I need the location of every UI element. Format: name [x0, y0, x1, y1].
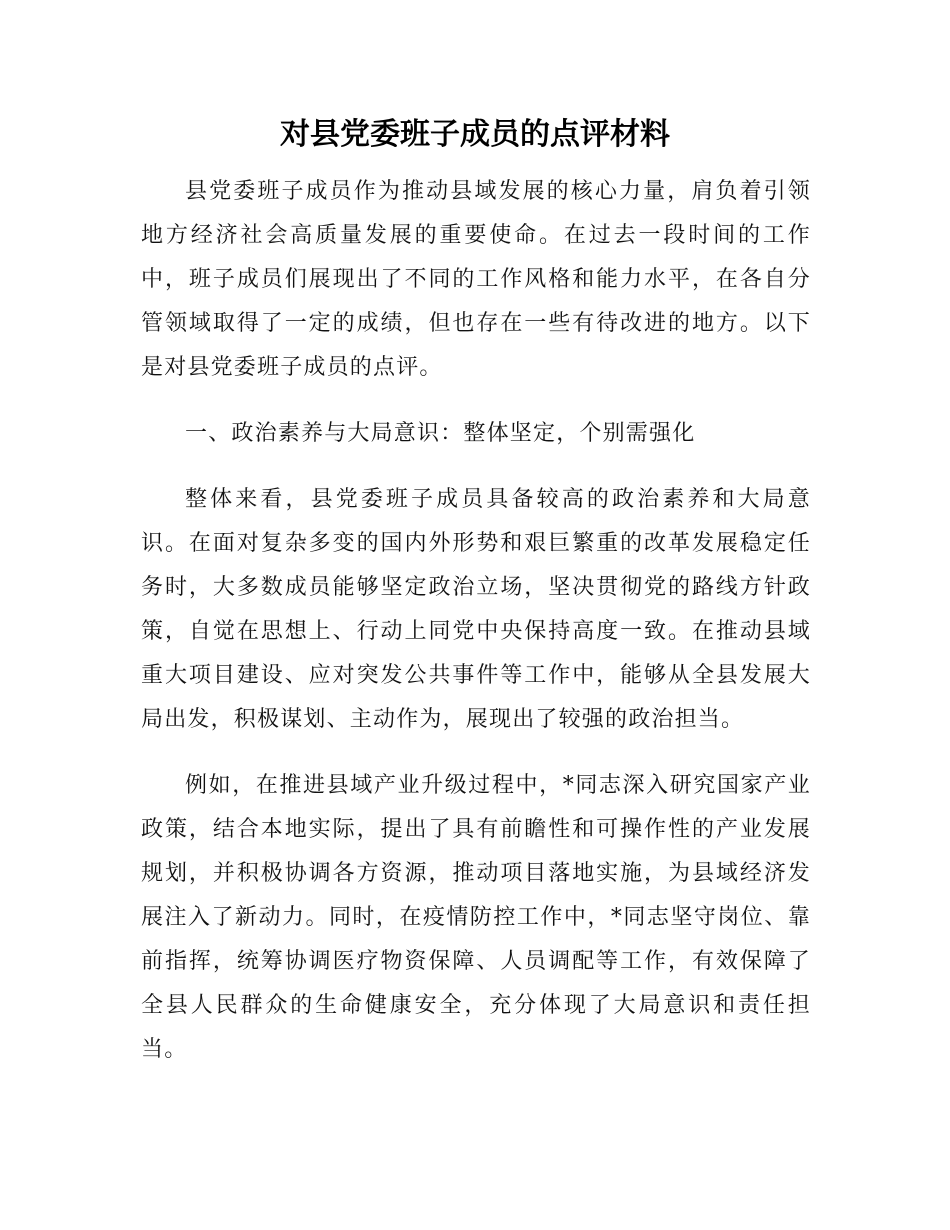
section-heading-1: 一、政治素养与大局意识：整体坚定，个别需强化	[185, 421, 696, 446]
document-title: 对县党委班子成员的点评材料	[280, 117, 670, 152]
document-body	[141, 170, 811, 1072]
paragraph-overview: 整体来看，县党委班子成员具备较高的政治素养和大局意识。在面对复杂多变的国内外形势和艰巨繁重的改革发展稳定任务时，大多数成员能够坚定政治立场，坚决贯彻党的路线方针政策，自觉在思想上、行动上同党中央保持高度一致。在推动县域重大项目建设、应对突发公共事件等工作中，能够从全县发展大局出发，积极谋划、主动作为，展现出了较强的政治担当。	[141, 487, 811, 732]
paragraph-intro: 县党委班子成员作为推动县域发展的核心力量，肩负着引领地方经济社会高质量发展的重要使命。在过去一段时间的工作中，班子成员们展现出了不同的工作风格和能力水平，在各自分管领域取得了一定的成绩，但也存在一些有待改进的地方。以下是对县党委班子成员的点评。	[141, 179, 811, 380]
paragraph-example: 例如，在推进县域产业升级过程中，*同志深入研究国家产业政策，结合本地实际，提出了具有前瞻性和可操作性的产业发展规划，并积极协调各方资源，推动项目落地实施，为县域经济发展注入了新动力。同时，在疫情防控工作中，*同志坚守岗位、靠前指挥，统筹协调医疗物资保障、人员调配等工作，有效保障了全县人民群众的生命健康安全，充分体现了大局意识和责任担当。	[141, 773, 811, 1062]
